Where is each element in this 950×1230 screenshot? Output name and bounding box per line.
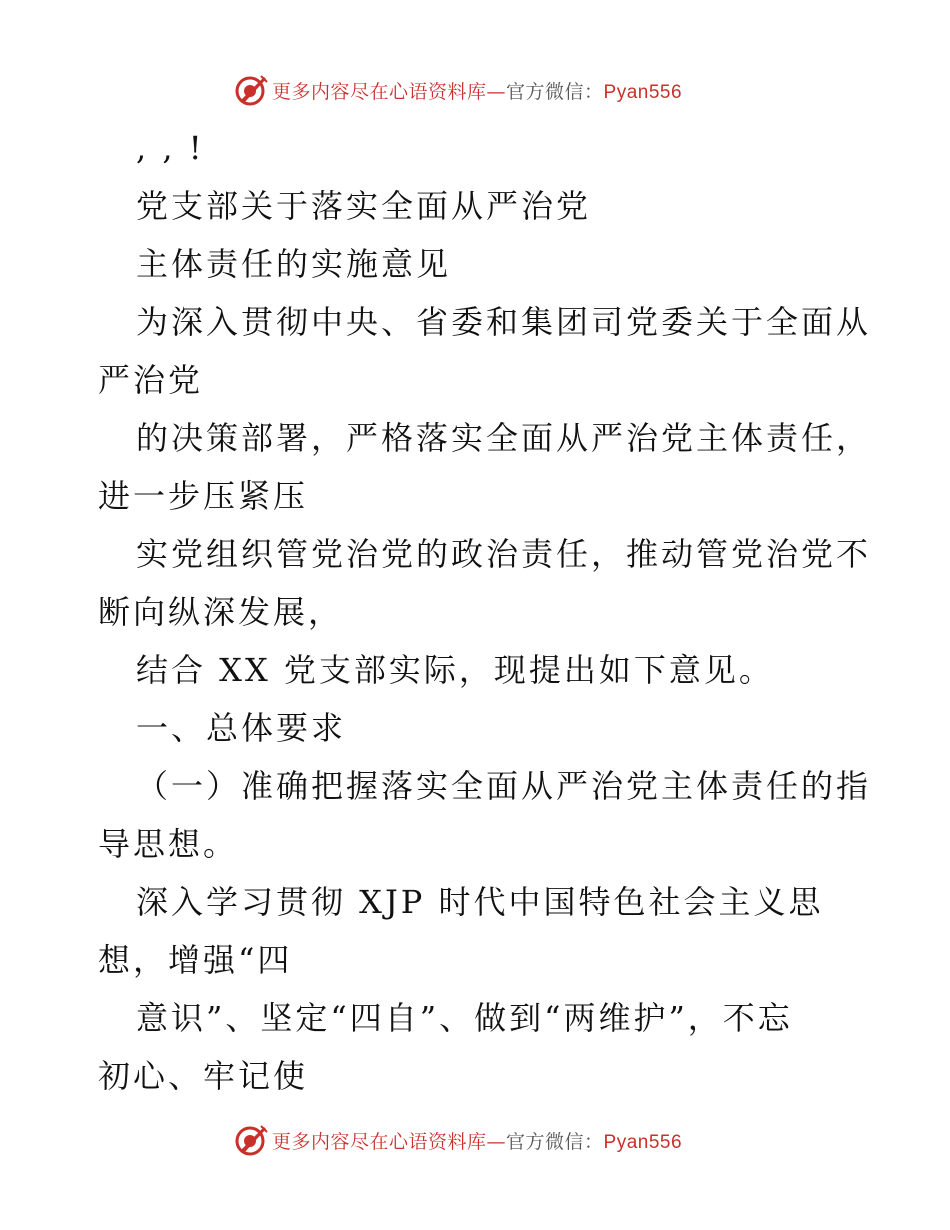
paragraph-line: 的决策部署，严格落实全面从严治党主体责任， <box>136 419 872 457</box>
footer-banner <box>234 1122 682 1158</box>
banner-main-text: 更多内容尽在心语资料库 <box>272 80 487 103</box>
pen-logo-icon <box>234 73 268 107</box>
banner-wechat-id: Pyan556 <box>603 81 683 103</box>
banner-wechat-label: 官方微信： <box>506 80 604 103</box>
header-banner <box>234 72 682 108</box>
paragraph-line: 实党组织管党治党的政治责任，推动管党治党不 <box>136 535 872 573</box>
paragraph-line: 想，增强“四 <box>98 941 293 979</box>
banner-separator: — <box>486 80 507 103</box>
punctuation-line: , , ! <box>136 129 205 167</box>
paragraph-line: 进一步压紧压 <box>98 477 309 515</box>
paragraph-line: 为深入贯彻中央、省委和集团司党委关于全面从 <box>136 303 872 341</box>
banner-main-text: 更多内容尽在心语资料库 <box>272 1130 487 1153</box>
document-title-line-2: 主体责任的实施意见 <box>136 245 452 283</box>
paragraph-line: 意识”、坚定“四自”、做到“两维护”，不忘 <box>136 999 793 1037</box>
subsection-heading: （一）准确把握落实全面从严治党主体责任的指 <box>136 767 872 805</box>
banner-wechat-id: Pyan556 <box>603 1131 683 1153</box>
paragraph-line: 结合 XX 党支部实际，现提出如下意见。 <box>136 651 774 689</box>
section-heading: 一、总体要求 <box>136 709 347 747</box>
document-title-line-1: 党支部关于落实全面从严治党 <box>136 187 592 225</box>
paragraph-line: 严治党 <box>98 361 204 399</box>
banner-wechat-label: 官方微信： <box>506 1130 604 1153</box>
banner-text <box>272 77 682 104</box>
subsection-heading-continued: 导思想。 <box>98 825 239 863</box>
paragraph-line: 断向纵深发展， <box>98 593 344 631</box>
banner-text <box>272 1127 682 1154</box>
pen-logo-icon <box>234 1123 268 1157</box>
banner-separator: — <box>486 1130 507 1153</box>
paragraph-line: 初心、牢记使 <box>98 1057 309 1095</box>
paragraph-line: 深入学习贯彻 XJP 时代中国特色社会主义思 <box>136 883 824 921</box>
